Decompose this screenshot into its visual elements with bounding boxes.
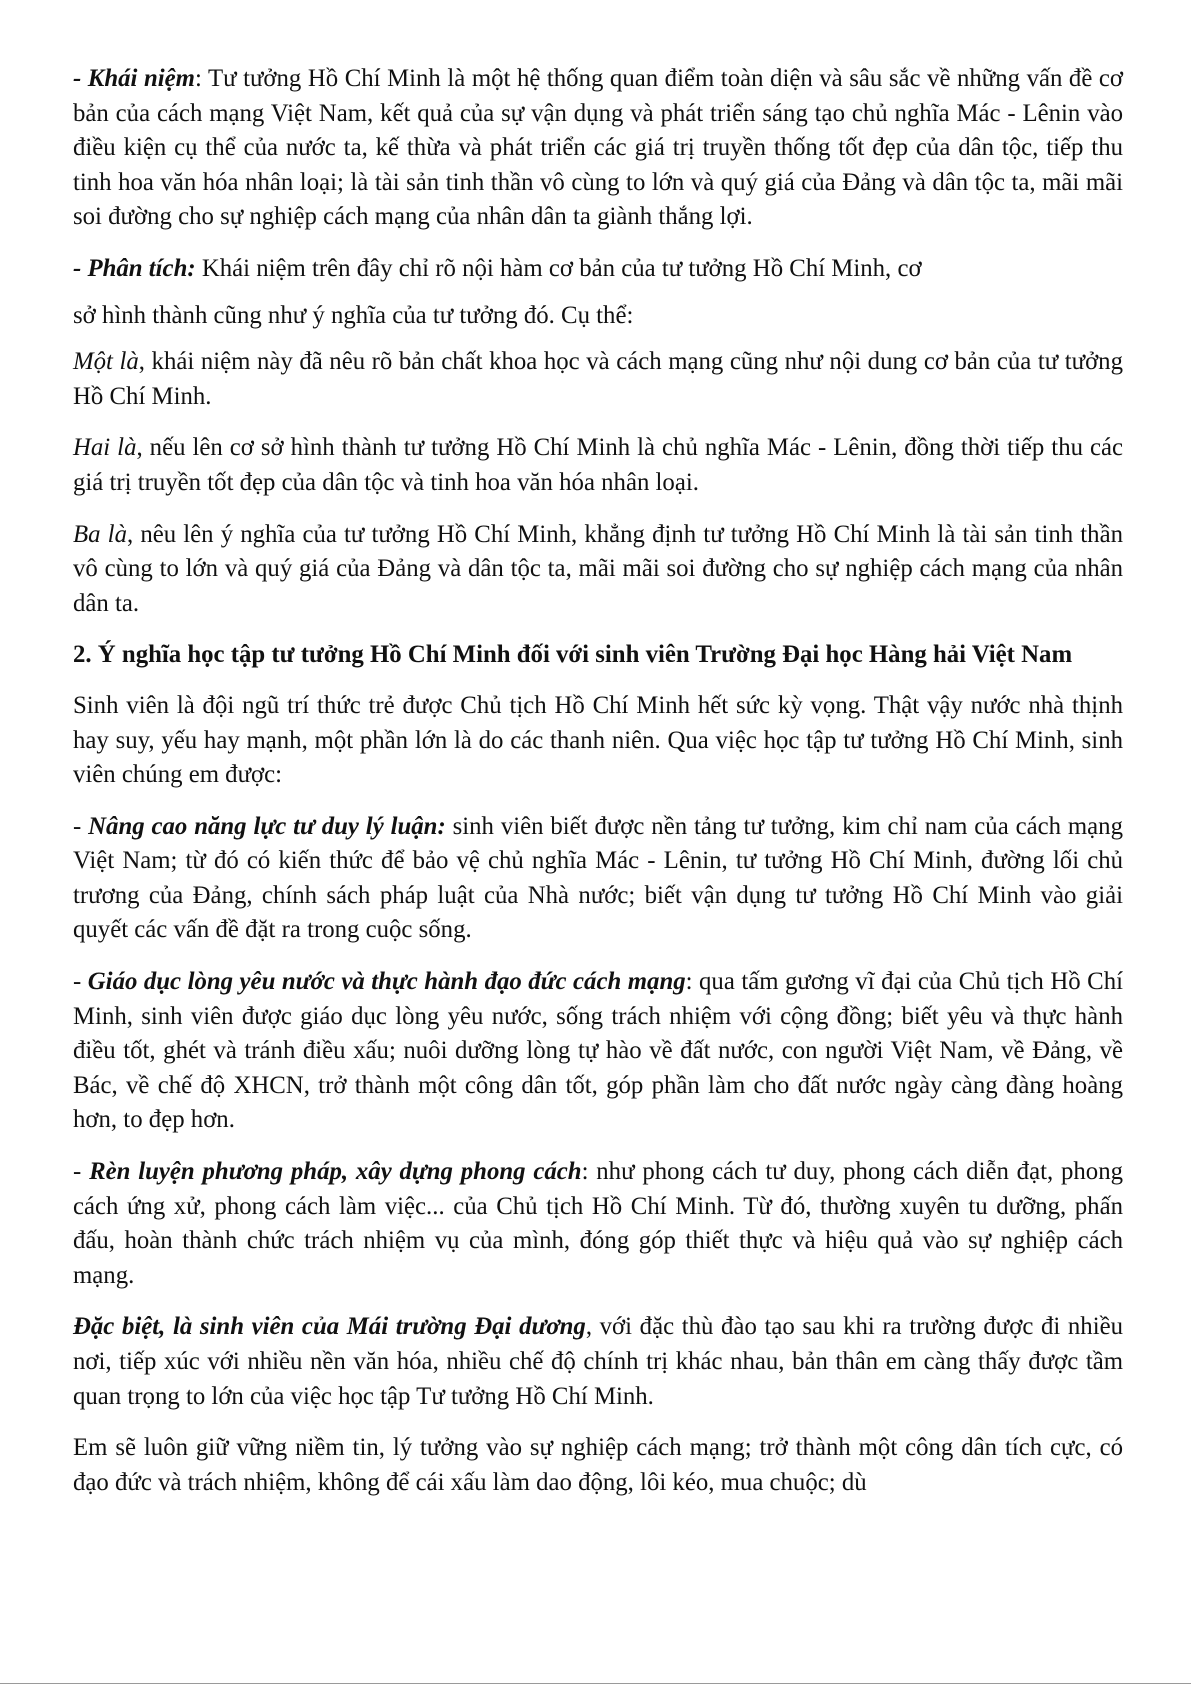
benefit-two-paragraph [73,965,1123,1138]
benefit-three-text: : như phong cách tư duy, phong cách diễn đạt, phong cách ứng xử, phong cách làm việc... của Chủ tịch Hồ Chí Minh. Từ đó, thường xuyên tu dưỡng, phấn đấu, hoàn thành chức trách nhiệm vụ của mình, đóng góp thiết thực và hiệu quả vào sự nghiệp cách mạng. [73,1158,1123,1289]
point-one-text: , khái niệm này đã nêu rõ bản chất khoa học và cách mạng cũng như nội dung cơ bản của tư tưởng Hồ Chí Minh. [73,348,1123,410]
commitment-paragraph: Em sẽ luôn giữ vững niềm tin, lý tưởng vào sự nghiệp cách mạng; trở thành một công dân tích cực, có đạo đức và trách nhiệm, không để cái xấu làm dao động, lôi kéo, mua chuộc; dù [73,1434,1123,1496]
concept-text: : Tư tưởng Hồ Chí Minh là một hệ thống quan điểm toàn diện và sâu sắc về những vấn đề cơ bản của cách mạng Việt Nam, kết quả của sự vận dụng và phát triển sáng tạo chủ nghĩa Mác - Lênin vào điều kiện cụ thể của nước ta, kế thừa và phát triển các giá trị truyền thống tốt đẹp của dân tộc, tiếp thu tinh hoa văn hóa nhân loại; là tài sản tinh thần vô cùng to lớn và quý giá của Đảng và dân tộc ta, mãi mãi soi đường cho sự nghiệp cách mạng của nhân dân ta giành thắng lợi. [73,65,1124,231]
benefit-three-paragraph [73,1155,1123,1293]
footer-divider [0,1683,1191,1684]
document-page [73,62,1123,1517]
benefit-two-text: : qua tấm gương vĩ đại của Chủ tịch Hồ Chí Minh, sinh viên được giáo dục lòng yêu nước, sống trách nhiệm với cộng đồng; biết yêu và thực hành điều tốt, ghét và tránh điều xấu; nuôi dưỡng lòng tự hào về đất nước, con người Việt Nam, về Đảng, về Bác, về chế độ XHCN, trở thành một công dân tốt, góp phần làm cho đất nước ngày càng đàng hoàng hơn, to đẹp hơn. [73,968,1123,1134]
point-three-text: , nêu lên ý nghĩa của tư tưởng Hồ Chí Minh, khẳng định tư tưởng Hồ Chí Minh là tài sản tinh thần vô cùng to lớn và quý giá của Đảng và dân tộc ta, mãi mãi soi đường cho sự nghiệp cách mạng của nhân dân ta. [73,520,1123,617]
analysis-continuation: sở hình thành cũng như ý nghĩa của tư tưởng đó. Cụ thể: [73,301,634,329]
point-one-paragraph [73,345,1123,414]
benefit-three-dash: - [73,1158,90,1186]
concept-lead: - Khái niệm [73,65,195,92]
students-intro-paragraph: Sinh viên là đội ngũ trí thức trẻ được Chủ tịch Hồ Chí Minh hết sức kỳ vọng. Thật vậy nước nhà thịnh hay suy, yếu hay mạnh, một phần lớn là do các thanh niên. Qua việc học tập tư tưởng Hồ Chí Minh, sinh viên chúng em được: [73,691,1123,789]
benefit-one-paragraph [73,810,1123,948]
benefit-two-dash: - [73,968,88,996]
analysis-text: Khái niệm trên đây chỉ rõ nội hàm cơ bản của tư tưởng Hồ Chí Minh, cơ [195,254,922,282]
analysis-paragraph [73,252,1123,287]
benefit-one-lead: Nâng cao năng lực tư duy lý luận: [88,812,446,840]
concept-paragraph [73,62,1123,235]
benefit-three-lead: Rèn luyện phương pháp, xây dựng phong cách [89,1158,582,1186]
analysis-lead: - Phân tích: [73,254,196,282]
benefit-one-dash: - [73,812,89,840]
ocean-students-text: , với đặc thù đào tạo sau khi ra trường được đi nhiều nơi, tiếp xúc với nhiều nền văn hóa, nhiều chế độ chính trị khác nhau, bản thân em càng thấy được tầm quan trọng to lớn của việc học tập Tư tưởng Hồ Chí Minh. [73,1313,1123,1410]
point-three-paragraph [73,518,1123,622]
section-2-heading: 2. Ý nghĩa học tập tư tưởng Hồ Chí Minh đối với sinh viên Trường Đại học Hàng hải Việt Nam [73,641,1073,669]
point-one-lead: Một là [73,348,139,376]
ocean-students-lead: Đặc biệt, là sinh viên của Mái trường Đại dương [73,1313,586,1341]
point-two-lead: Hai là [73,434,137,462]
ocean-students-paragraph [73,1310,1123,1414]
point-two-text: , nếu lên cơ sở hình thành tư tưởng Hồ Chí Minh là chủ nghĩa Mác - Lênin, đồng thời tiếp thu các giá trị truyền tốt đẹp của dân tộc và tinh hoa văn hóa nhân loại. [73,434,1123,496]
benefit-two-lead: Giáo dục lòng yêu nước và thực hành đạo đức cách mạng [87,968,686,996]
point-two-paragraph [73,431,1123,500]
benefit-one-text: sinh viên biết được nền tảng tư tưởng, kim chỉ nam của cách mạng Việt Nam; từ đó có kiến thức để bảo vệ chủ nghĩa Mác - Lênin, tư tưởng Hồ Chí Minh, đường lối chủ trương của Đảng, chính sách pháp luật của Nhà nước; biết vận dụng tư tưởng Hồ Chí Minh vào giải quyết các vấn đề đặt ra trong cuộc sống. [73,812,1123,944]
point-three-lead: Ba là [73,520,127,548]
